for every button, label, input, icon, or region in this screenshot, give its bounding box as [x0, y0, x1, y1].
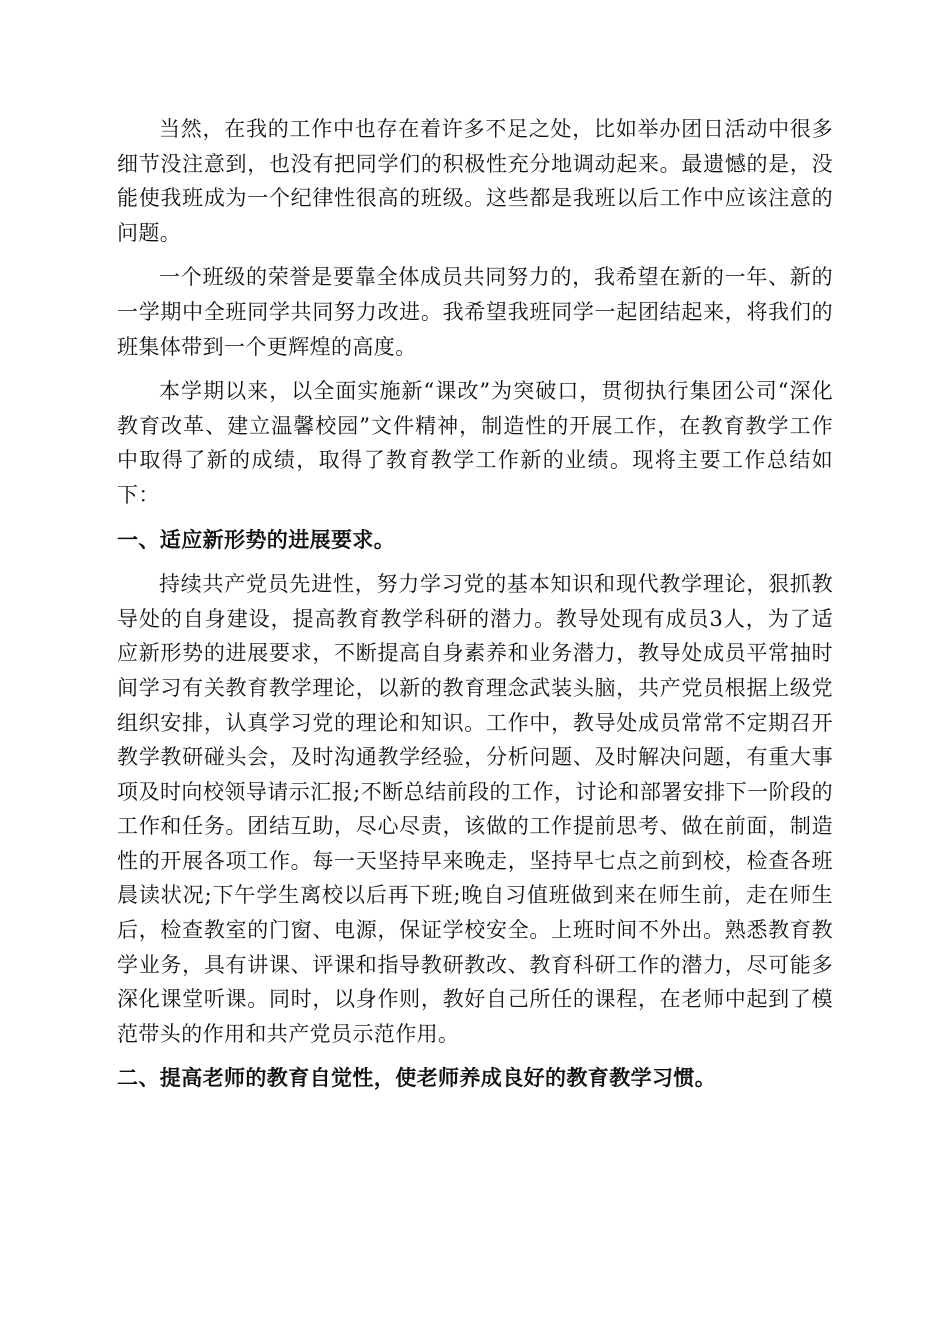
paragraph-section-1-body: 持续共产党员先进性，努力学习党的基本知识和现代教学理论，狠抓教导处的自身建设，提高教育教学科研的潜力。教导处现有成员3人，为了适应新形势的进展要求，不断提高自身素养和业务潜力，教导处成员平常抽时间学习有关教育教学理论，以新的教育理念武装头脑，共产党员根据上级党组织安排，认真学习党的理论和知识。工作中，教导处成员常常不定期召开教学教研碰头会，及时沟通教学经验，分析问题、及时解决问题，有重大事项及时向校领导请示汇报;不断总结前段的工作，讨论和部署安排下一阶段的工作和任务。团结互助，尽心尽责，该做的工作提前思考、做在前面，制造性的开展各项工作。每一天坚持早来晚走，坚持早七点之前到校，检查各班晨读状况;下午学生离校以后再下班;晚自习值班做到来在师生前，走在师生后，检查教室的门窗、电源，保证学校安全。上班时间不外出。熟悉教育教学业务，具有讲课、评课和指导教研教改、教育科研工作的潜力，尽可能多深化课堂听课。同时，以身作则，教好自己所任的课程，在老师中起到了模范带头的作用和共产党员示范作用。: [117, 572, 833, 1046]
section-heading-1: 一、适应新形势的进展要求。: [117, 526, 396, 552]
paragraph-shortcomings: 当然，在我的工作中也存在着许多不足之处，比如举办团日活动中很多细节没注意到，也没有把同学们的积极性充分地调动起来。最遗憾的是，没能使我班成为一个纪律性很高的班级。这些都是我班以后工作中应该注意的问题。: [117, 117, 833, 245]
document-page: [117, 112, 833, 1106]
paragraph-class-honor: 一个班级的荣誉是要靠全体成员共同努力的，我希望在新的一年、新的一学期中全班同学共同努力改进。我希望我班同学一起团结起来，将我们的班集体带到一个更辉煌的高度。: [117, 265, 833, 359]
paragraph-semester-intro: 本学期以来，以全面实施新“课改”为突破口，贯彻执行集团公司“深化教育改革、建立温馨校园”文件精神，制造性的开展工作，在教育教学工作中取得了新的成绩，取得了教育教学工作新的业绩。现将主要工作总结如下：: [117, 379, 833, 507]
section-heading-2: 二、提高老师的教育自觉性，使老师养成良好的教育教学习惯。: [117, 1065, 717, 1091]
